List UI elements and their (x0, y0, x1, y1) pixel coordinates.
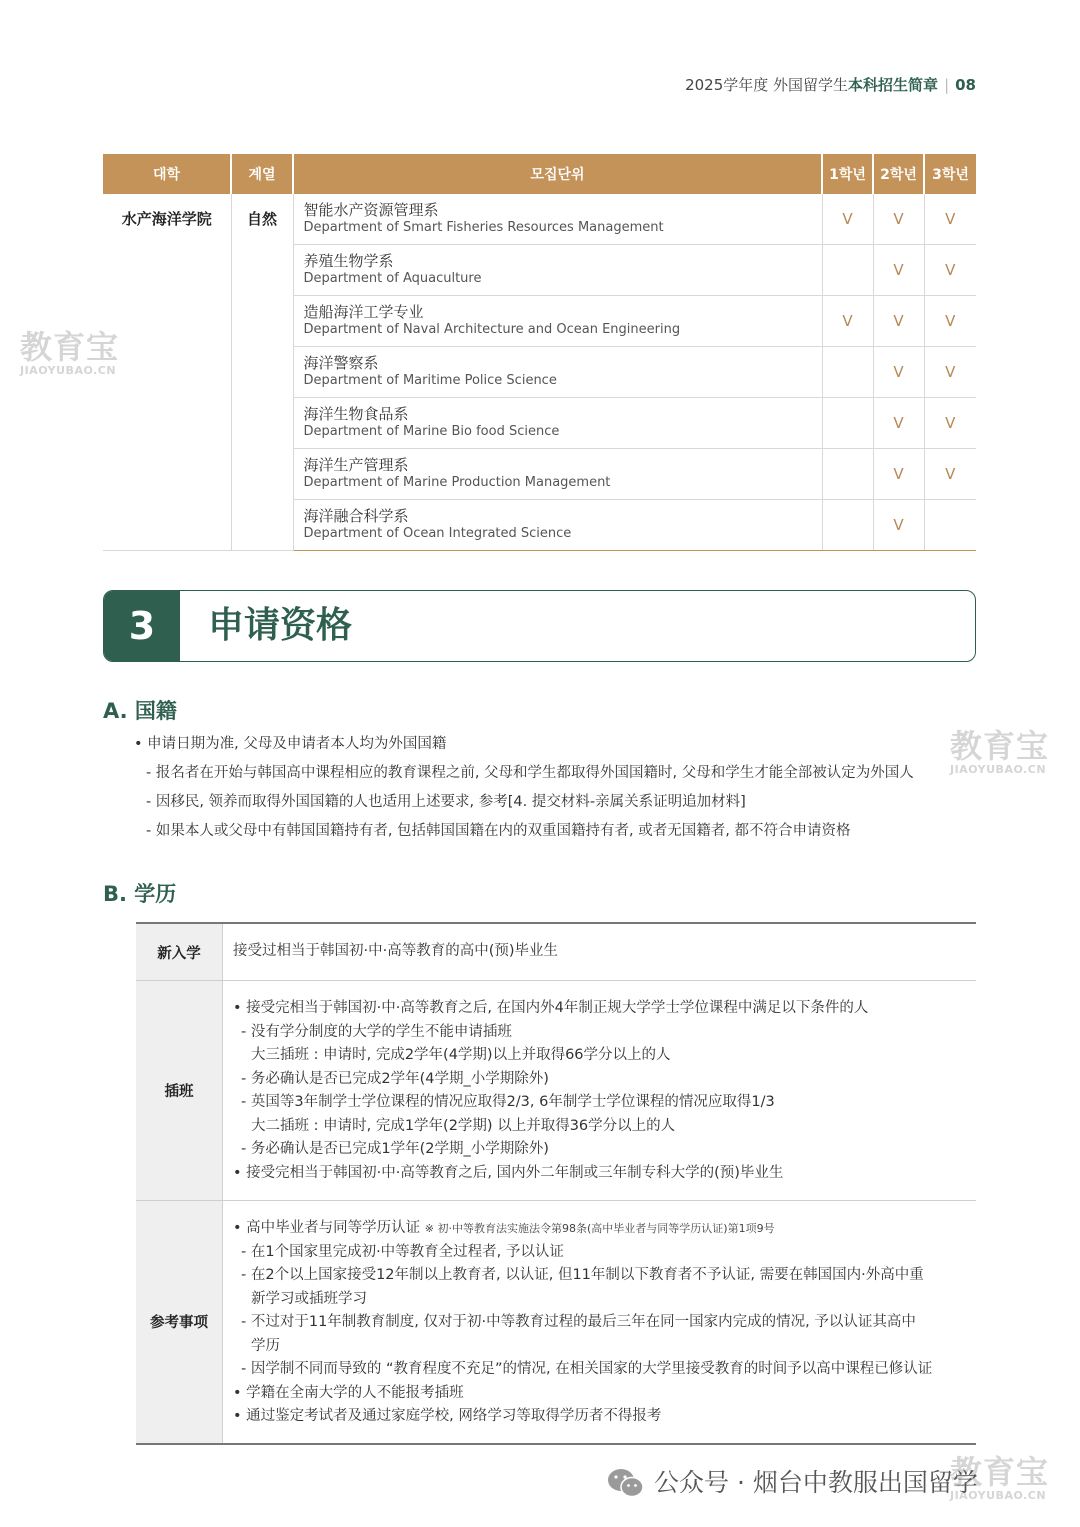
unit-name-en: Department of Maritime Police Science (303, 373, 557, 388)
unit-name-cn: 海洋融合科学系 (303, 507, 409, 525)
list-item: - 在1个国家里完成初·中等教育全过程者, 予以认证 (241, 1243, 564, 1260)
year1-mark (822, 398, 873, 449)
college-name: 水产海洋学院 (103, 194, 231, 551)
year3-mark: V (924, 398, 976, 449)
header-title: 本科招生简章 (848, 76, 939, 94)
year1-mark (822, 449, 873, 500)
section-number: 3 (104, 591, 180, 661)
year2-mark: V (873, 245, 924, 296)
row-label-freshman: 新入学 (136, 923, 223, 981)
notes-first: • 高中毕业者与同等学历认证 (233, 1220, 421, 1236)
col-header-univ: 대학 (103, 154, 231, 194)
list-item: 新学习或插班学习 (251, 1290, 367, 1307)
year1-mark (822, 500, 873, 551)
row-label-transfer: 插班 (136, 981, 223, 1201)
list-item: • 接受完相当于韩国初·中·高等教育之后, 国内外二年制或三年制专科大学的(预)毕业生 (233, 1164, 784, 1181)
unit-name-cn: 造船海洋工学专业 (303, 303, 424, 321)
notes-content (223, 1201, 977, 1444)
unit-name-en: Department of Smart Fisheries Resources Management (303, 220, 664, 235)
year1-mark: V (822, 296, 873, 347)
unit-name-cn: 智能水产资源管理系 (303, 201, 439, 219)
list-item: - 英国等3年制学士学位课程的情况应取得2/3, 6年制学士学位课程的情况应取得1/3 (241, 1094, 775, 1110)
list-item: 大二插班 : 申请时, 完成1学年(2学期) 以上并取得36学分以上的人 (251, 1117, 676, 1134)
list-item: 学历 (251, 1337, 280, 1354)
unit-name-cn: 养殖生物学系 (303, 252, 394, 270)
table-row (136, 981, 976, 1201)
row-label-notes: 参考事项 (136, 1201, 223, 1444)
table-row (136, 1201, 976, 1444)
unit-name-cn: 海洋生产管理系 (303, 456, 409, 474)
department-table (103, 154, 976, 551)
unit-cell (293, 398, 822, 449)
table-row (103, 194, 976, 245)
year2-mark: V (873, 347, 924, 398)
unit-cell (293, 245, 822, 296)
unit-cell (293, 500, 822, 551)
transfer-content (223, 981, 977, 1201)
year3-mark: V (924, 245, 976, 296)
table-row (136, 923, 976, 981)
list-item: • 申请日期为准, 父母及申请者本人均为外国国籍 (134, 736, 447, 752)
list-item: • 学籍在全南大学的人不能报考插班 (233, 1384, 464, 1401)
unit-name-en: Department of Ocean Integrated Science (303, 526, 572, 541)
watermark-text: 教育宝 (20, 328, 120, 366)
watermark-text: 教育宝 (950, 1453, 1050, 1491)
year2-mark: V (873, 194, 924, 245)
year2-mark: V (873, 398, 924, 449)
education-table (136, 922, 976, 1445)
list-item: - 因学制不同而导致的 “教育程度不充足”的情况, 在相关国家的大学里接受教育的时间予以高中课程已修认证 (241, 1361, 933, 1377)
year3-mark: V (924, 347, 976, 398)
list-item: - 在2个以上国家接受12年制以上教育者, 以认证, 但11年制以下教育者不予认证, 需要在韩国国内·外高中重 (241, 1267, 924, 1283)
year2-mark: V (873, 449, 924, 500)
unit-cell (293, 347, 822, 398)
watermark-url: JIAOYUBAO.CN (950, 1489, 1047, 1502)
unit-name-cn: 海洋警察系 (303, 354, 379, 372)
header-separator: | (944, 76, 950, 94)
section-title: 申请资格 (208, 605, 353, 646)
watermark-logo (20, 328, 120, 377)
list-item: - 没有学分制度的大学的学生不能申请插班 (241, 1023, 512, 1040)
page-header (685, 74, 976, 95)
year1-mark (822, 347, 873, 398)
footer-text: 公众号 · 烟台中教服出国留学 (654, 1468, 978, 1497)
year1-mark (822, 245, 873, 296)
page-number: 08 (955, 76, 976, 94)
col-header-field: 계열 (231, 154, 293, 194)
watermark-url: JIAOYUBAO.CN (20, 364, 117, 377)
list-item: • 接受完相当于韩国初·中·高等教育之后, 在国内外4年制正规大学学士学位课程中满足以下条件的人 (233, 1000, 869, 1016)
watermark-url: JIAOYUBAO.CN (950, 763, 1047, 776)
year3-mark (924, 500, 976, 551)
list-item: - 不过对于11年制教育制度, 仅对于初·中等教育过程的最后三年在同一国家内完成的情况, 予以认证其高中 (241, 1314, 916, 1330)
col-header-unit: 모집단위 (293, 154, 822, 194)
unit-name-cn: 海洋生物食品系 (303, 405, 409, 423)
nationality-heading: A. 国籍 (103, 699, 177, 723)
notes-first-reference: ※ 初·中等教育法实施法令第98条(高中毕业者与同等学历认证)第1项9号 (424, 1222, 775, 1235)
list-item: - 如果本人或父母中有韩国国籍持有者, 包括韩国国籍在内的双重国籍持有者, 或者无国籍者, 都不符合申请资格 (146, 823, 851, 839)
year3-mark: V (924, 449, 976, 500)
unit-cell (293, 194, 822, 245)
section-header (103, 590, 976, 662)
department-table-header (103, 154, 976, 194)
unit-name-en: Department of Marine Production Management (303, 475, 611, 490)
wechat-icon (606, 1466, 646, 1500)
unit-cell (293, 449, 822, 500)
list-item: - 务必确认是否已完成1学年(2学期_小学期除外) (241, 1141, 549, 1157)
nationality-list (134, 730, 984, 846)
unit-name-en: Department of Naval Architecture and Ocean Engineering (303, 322, 681, 337)
col-header-year2: 2학년 (873, 154, 924, 194)
list-item: - 务必确认是否已完成2学年(4学期_小学期除外) (241, 1070, 549, 1087)
unit-cell (293, 296, 822, 347)
unit-name-en: Department of Marine Bio food Science (303, 424, 560, 439)
watermark-text: 教育宝 (950, 727, 1050, 765)
list-item: 大三插班 : 申请时, 完成2学年(4学期)以上并取得66学分以上的人 (251, 1047, 671, 1063)
year1-mark: V (822, 194, 873, 245)
col-header-year1: 1학년 (822, 154, 873, 194)
field-name: 自然 (231, 194, 293, 551)
list-item: • 通过鉴定考试者及通过家庭学校, 网络学习等取得学历者不得报考 (233, 1408, 662, 1424)
year2-mark: V (873, 500, 924, 551)
year3-mark: V (924, 296, 976, 347)
year2-mark: V (873, 296, 924, 347)
unit-name-en: Department of Aquaculture (303, 271, 482, 286)
col-header-year3: 3학년 (924, 154, 976, 194)
freshman-text: 接受过相当于韩国初·中·高等教育的高中(预)毕业生 (223, 923, 977, 981)
list-item: - 因移民, 领养而取得外国国籍的人也适用上述要求, 参考[4. 提交材料-亲属关系证明追加材料] (146, 794, 746, 810)
header-prefix: 2025学年度 外国留学生 (685, 76, 849, 94)
education-heading: B. 学历 (103, 882, 177, 906)
list-item: - 报名者在开始与韩国高中课程相应的教育课程之前, 父母和学生都取得外国国籍时, 父母和学生才能全部被认定为外国人 (146, 765, 914, 781)
year3-mark: V (924, 194, 976, 245)
list-item (233, 1217, 966, 1241)
